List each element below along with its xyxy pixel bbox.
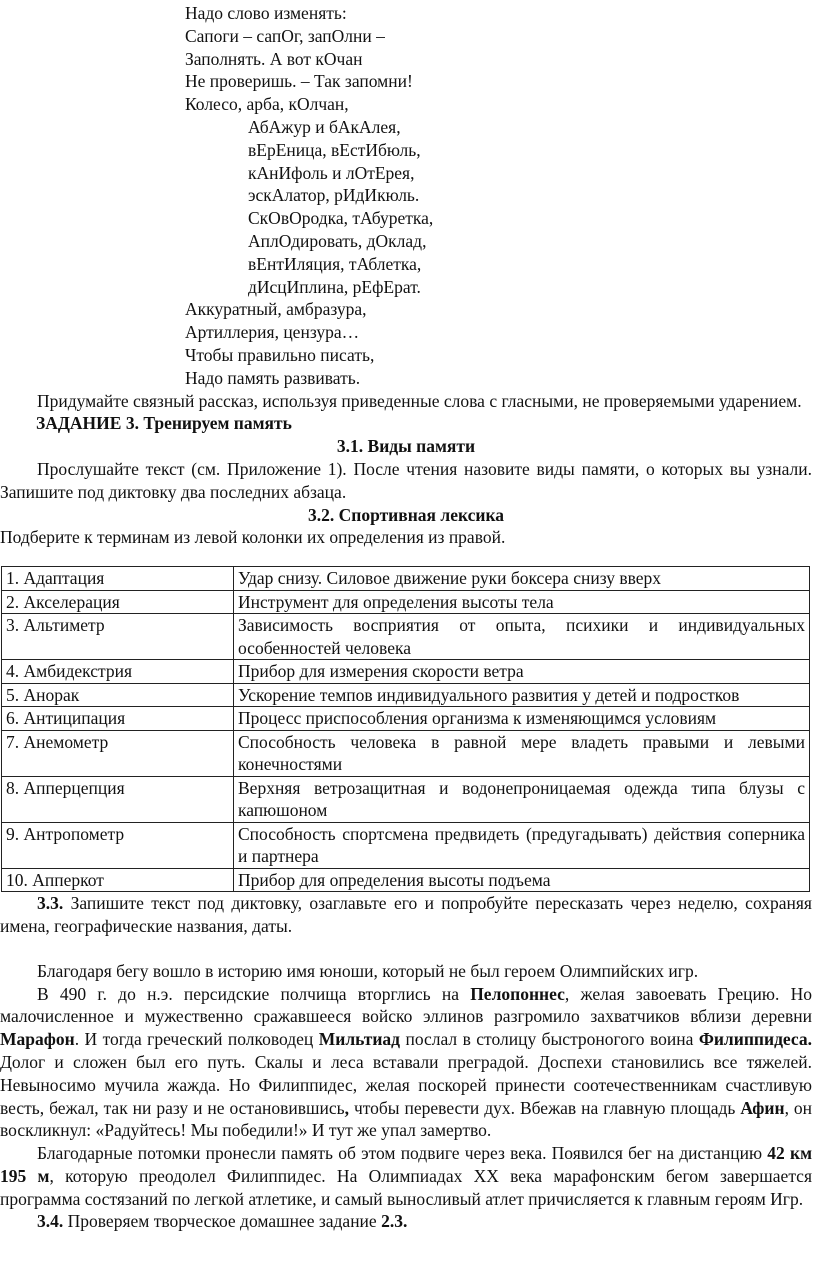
definition-cell: Способность человека в равной мере владеть правыми и левыми конечностями [234,730,810,776]
story-text: Долог и сложен был его путь. Скалы и леса вставали преградой. Доспехи становились все тяжелей. Невыносимо мучила жажда. Но Филиппидес, желая поскорей принести соотечественникам счастливую весть, бежал, так ни разу и не остановившись [0,1051,812,1118]
section-3-2-text: Подберите к терминам из левой колонки их определения из правой. [0,527,506,548]
poem-line: эскАлатор, рИдИкюль. [248,185,420,206]
definition-cell: Прибор для измерения скорости ветра [234,660,810,684]
place-name: Пелопоннес [470,983,565,1004]
term-cell: 4. Амбидекстрия [2,660,234,684]
terms-table [1,566,810,892]
poem-line: Колесо, арба, кОлчан, [185,94,349,115]
section-3-4-number: 3.4. [37,1211,64,1232]
poem-line: Чтобы правильно писать, [185,344,375,365]
poem-line: Аккуратный, амбразура, [185,299,367,320]
person-name: Мильтиад [318,1029,401,1050]
definition-cell: Способность спортсмена предвидеть (предугадывать) действия соперника и партнера [234,822,810,868]
section-3-4-text: Проверяем творческое домашнее задание [63,1211,382,1232]
story-paragraph-2 [0,983,812,1143]
section-3-1-text: Прослушайте текст (см. Приложение 1). После чтения назовите виды памяти, о которых вы узнали. Запишите под диктовку два последних абзаца. [0,458,812,502]
poem-line: Надо слово изменять: [185,3,347,23]
table-row [2,822,810,868]
table-row [2,614,810,660]
story-text: , которую преодолел Филиппидес. На Олимпиадах XX века марафонским бегом завершается программа состязаний по легкой атлетике, и самый выносливый атлет причисляется к главным героям Игр. [0,1165,812,1209]
table-row [2,567,810,591]
poem-line: кАнИфоль и лОтЕрея, [248,162,415,183]
term-cell: 6. Антиципация [2,707,234,731]
poem-line: вЕнтИляция, тАблетка, [248,253,422,274]
poem-line: Заполнять. А вот кОчан [185,48,363,69]
definition-cell: Зависимость восприятия от опыта, психики и индивидуальных особенностей человека [234,614,810,660]
poem-line: Надо память развивать. [185,367,361,388]
definition-cell: Удар снизу. Силовое движение руки боксера снизу вверх [234,567,810,591]
place-name: Афин [740,1097,785,1118]
story-paragraph-1: Благодаря бегу вошло в историю имя юноши, который не был героем Олимпийских игр. [37,960,699,981]
poem-line: Артиллерия, цензура… [185,322,360,343]
table-row [2,776,810,822]
story-text: , он воскликнул: «Радуйтесь! Мы победили!» И тут же упал замертво. [0,1097,812,1141]
section-3-3-text: Запишите текст под диктовку, озаглавьте его и попробуйте пересказать через неделю, сохраняя имена, географические названия, даты. [0,893,812,936]
section-3-4-ref: 2.3. [381,1211,408,1232]
story-paragraph-3 [0,1142,812,1210]
story-task-paragraph: Придумайте связный рассказ, используя приведенные слова с гласными, не проверяемыми ударением. [37,390,802,411]
section-3-3-number: 3.3. [37,893,64,914]
story-text: . И тогда греческий полководец [74,1029,319,1050]
term-cell: 10. Апперкот [2,868,234,892]
poem [36,2,812,390]
distance: 42 км 195 м [0,1143,812,1186]
definition-cell: Процесс приспособления организма к изменяющимся условиям [234,707,810,731]
table-row [2,868,810,892]
poem-line: дИсцИплина, рЕфЕрат. [248,276,421,297]
definition-cell: Прибор для определения высоты подъема [234,868,810,892]
poem-line: Сапоги – сапОг, запОлни – [185,25,385,46]
definition-cell: Ускорение темпов индивидуального развития у детей и подростков [234,683,810,707]
poem-line: АплОдировать, дОклад, [248,230,427,251]
story-text: , [344,1097,349,1118]
term-cell: 5. Анорак [2,683,234,707]
term-cell: 7. Анемометр [2,730,234,776]
poem-line: АбАжур и бАкАлея, [248,116,401,137]
section-3-2-heading: 3.2. Спортивная лексика [307,504,505,525]
spacer [36,938,812,960]
task3-heading: ЗАДАНИЕ 3. Тренируем память [36,413,292,434]
poem-line: вЕрЕница, вЕстИбюль, [248,139,421,160]
poem-line: Не проверишь. – Так запомни! [185,71,413,92]
term-cell: 8. Апперцепция [2,776,234,822]
table-row [2,730,810,776]
person-name: Филиппидеса. [698,1029,813,1050]
term-cell: 9. Антропометр [2,822,234,868]
poem-line: СкОвОродка, тАбуретка, [248,208,434,229]
term-cell: 2. Акселерация [2,590,234,614]
definition-cell: Инструмент для определения высоты тела [234,590,810,614]
table-row [2,590,810,614]
section-3-3-paragraph [0,892,812,938]
story-text: В 490 г. до н.э. персидские полчища вторглись на [37,983,471,1004]
story-text: Благодарные потомки пронесли память об этом подвиге через века. Появился бег на дистанцию [37,1143,768,1164]
story-text: послал в столицу быстроногого воина [400,1029,699,1050]
section-3-4-paragraph [0,1210,812,1233]
table-row [2,660,810,684]
definition-cell: Верхняя ветрозащитная и водонепроницаемая одежда типа блузы с капюшоном [234,776,810,822]
table-row [2,707,810,731]
section-3-1-heading: 3.1. Виды памяти [336,436,476,457]
term-cell: 3. Альтиметр [2,614,234,660]
story-text: чтобы перевести дух. Вбежав на главную площадь [349,1097,741,1118]
story-text: , желая завоевать Грецию. Но малочисленное и мужественно сражавшееся войско эллинов разгромило захватчиков вблизи деревни [0,983,812,1027]
place-name: Марафон [0,1029,75,1050]
term-cell: 1. Адаптация [2,567,234,591]
table-row [2,683,810,707]
